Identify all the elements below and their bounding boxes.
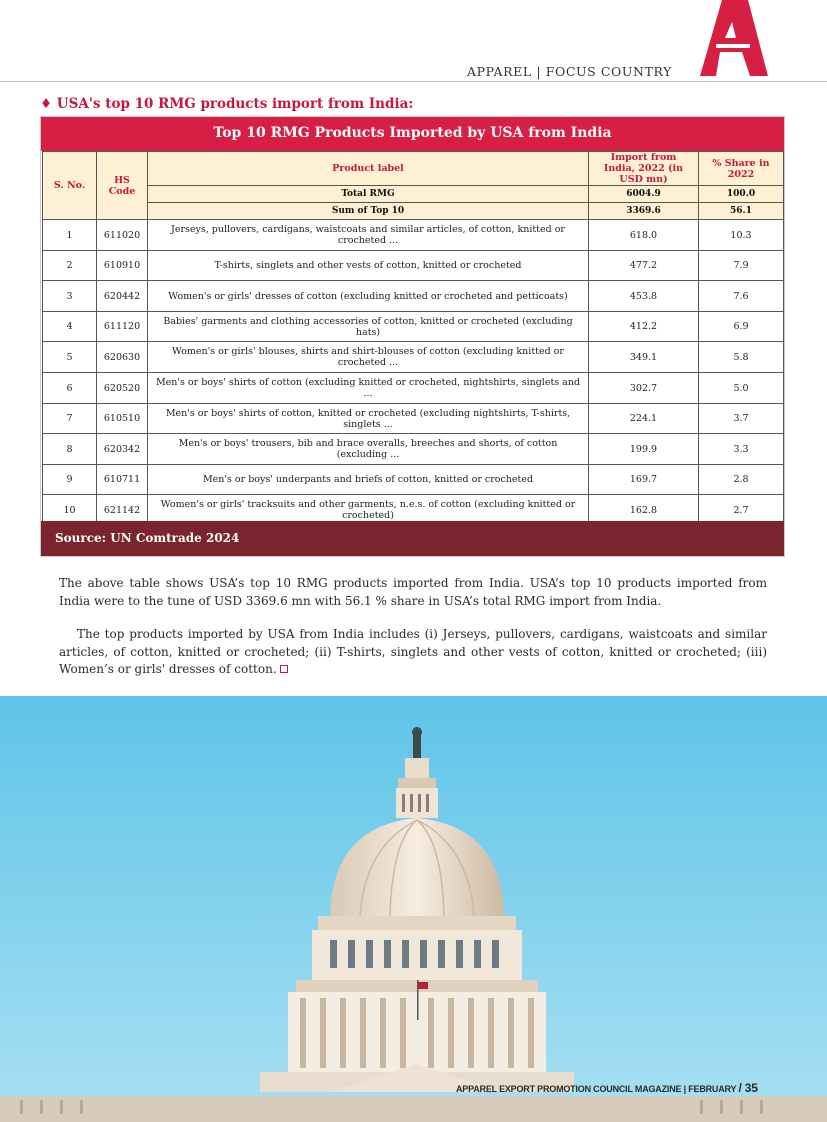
row-hs-code: 620342 [97, 434, 148, 465]
row-share-value: 2.8 [699, 465, 784, 495]
table-row [43, 434, 784, 465]
table-row [43, 404, 784, 434]
row-product-label: Women's or girls' tracksuits and other garments, n.e.s. of cotton (excluding knitted or crocheted) [148, 495, 589, 526]
row-hs-code: 620630 [97, 342, 148, 373]
row-product-label: Men's or boys' underpants and briefs of cotton, knitted or crocheted [148, 465, 589, 495]
row-hs-code: 620520 [97, 373, 148, 404]
row-hs-code: 620442 [97, 281, 148, 312]
total-row-label: Total RMG [148, 186, 589, 203]
table-row [43, 220, 784, 251]
row-hs-code: 611020 [97, 220, 148, 251]
table-row [43, 465, 784, 495]
row-product-label: Babies' garments and clothing accessories of cotton, knitted or crocheted (excluding hats) [148, 312, 589, 342]
header-divider [0, 81, 827, 82]
sum-row-share: 56.1 [699, 203, 784, 220]
row-hs-code: 611120 [97, 312, 148, 342]
row-import-value: 477.2 [589, 251, 699, 281]
table-row [43, 373, 784, 404]
col-header-share: % Share in 2022 [699, 152, 784, 186]
row-import-value: 349.1 [589, 342, 699, 373]
row-share-value: 3.3 [699, 434, 784, 465]
row-hs-code: 621142 [97, 495, 148, 526]
row-hs-code: 610910 [97, 251, 148, 281]
row-product-label: Men's or boys' shirts of cotton, knitted or crocheted (excluding nightshirts, T-shirts, singlets ... [148, 404, 589, 434]
body-paragraph-2-text: The top products imported by USA from India includes (i) Jerseys, pullovers, cardigans, waistcoats and similar articles, of cotton, knitted or crocheted; (ii) T-shirts, singlets and other vests of cotton, knitted or crocheted; (iii) Women’s or girls' dresses of cotton. [59, 627, 767, 676]
body-paragraph-1: The above table shows USA’s top 10 RMG products imported from India. USA’s top 10 products imported from India were to the tune of USD 3369.6 mn with 56.1 % share in USA’s total RMG import from India. [59, 576, 767, 608]
section-header: APPAREL | FOCUS COUNTRY [467, 64, 672, 79]
row-sno: 4 [43, 312, 97, 342]
row-hs-code: 610510 [97, 404, 148, 434]
row-import-value: 224.1 [589, 404, 699, 434]
row-product-label: Women's or girls' blouses, shirts and shirt-blouses of cotton (excluding knitted or crocheted ... [148, 342, 589, 373]
row-sno: 6 [43, 373, 97, 404]
row-sno: 5 [43, 342, 97, 373]
table-row [43, 342, 784, 373]
row-share-value: 6.9 [699, 312, 784, 342]
row-share-value: 7.9 [699, 251, 784, 281]
row-share-value: 5.8 [699, 342, 784, 373]
row-import-value: 412.2 [589, 312, 699, 342]
row-product-label: Jerseys, pullovers, cardigans, waistcoats and similar articles, of cotton, knitted or crocheted ... [148, 220, 589, 251]
capitol-building-photo [0, 696, 827, 1122]
row-import-value: 453.8 [589, 281, 699, 312]
row-import-value: 162.8 [589, 495, 699, 526]
col-header-hs: HS Code [97, 152, 148, 220]
row-share-value: 10.3 [699, 220, 784, 251]
end-mark-icon [280, 665, 288, 673]
total-row-import: 6004.9 [589, 186, 699, 203]
sum-row-import: 3369.6 [589, 203, 699, 220]
row-sno: 3 [43, 281, 97, 312]
total-row-share: 100.0 [699, 186, 784, 203]
row-product-label: Women's or girls' dresses of cotton (excluding knitted or crocheted and petticoats) [148, 281, 589, 312]
rmg-table [42, 151, 784, 526]
body-paragraph-2 [59, 626, 767, 679]
table-row [43, 251, 784, 281]
row-share-value: 2.7 [699, 495, 784, 526]
row-import-value: 618.0 [589, 220, 699, 251]
row-sno: 1 [43, 220, 97, 251]
table-row [43, 281, 784, 312]
row-hs-code: 610711 [97, 465, 148, 495]
table-title: Top 10 RMG Products Imported by USA from India [41, 117, 784, 151]
row-share-value: 5.0 [699, 373, 784, 404]
page-footer [456, 1081, 786, 1095]
table-subtitle: ♦ USA's top 10 RMG products import from India: [40, 96, 414, 112]
col-header-import: Import from India, 2022 (in USD mn) [589, 152, 699, 186]
row-sno: 9 [43, 465, 97, 495]
footer-text: APPAREL EXPORT PROMOTION COUNCIL MAGAZINE | FEBRUARY [456, 1084, 737, 1094]
table-source: Source: UN Comtrade 2024 [41, 521, 784, 556]
page-number: / 35 [738, 1081, 758, 1095]
row-sno: 8 [43, 434, 97, 465]
row-sno: 10 [43, 495, 97, 526]
row-import-value: 302.7 [589, 373, 699, 404]
col-header-sno: S. No. [43, 152, 97, 220]
row-import-value: 199.9 [589, 434, 699, 465]
col-header-label: Product label [148, 152, 589, 186]
row-sno: 2 [43, 251, 97, 281]
magazine-logo-icon [676, 0, 827, 76]
sum-row-label: Sum of Top 10 [148, 203, 589, 220]
row-product-label: Men's or boys' trousers, bib and brace overalls, breeches and shorts, of cotton (excluding ... [148, 434, 589, 465]
rmg-table-panel [40, 116, 785, 557]
row-share-value: 3.7 [699, 404, 784, 434]
row-sno: 7 [43, 404, 97, 434]
row-share-value: 7.6 [699, 281, 784, 312]
row-import-value: 169.7 [589, 465, 699, 495]
row-product-label: T-shirts, singlets and other vests of cotton, knitted or crocheted [148, 251, 589, 281]
row-product-label: Men's or boys' shirts of cotton (excluding knitted or crocheted, nightshirts, singlets and ... [148, 373, 589, 404]
table-row [43, 312, 784, 342]
